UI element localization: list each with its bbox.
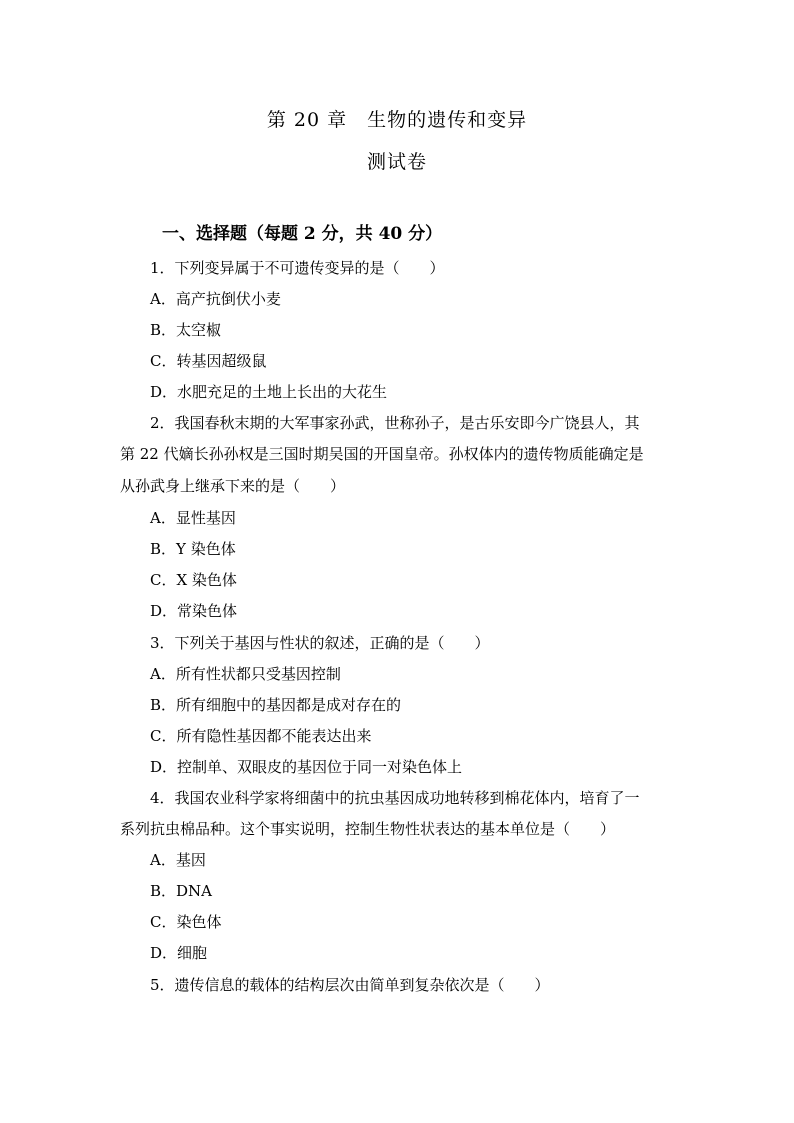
question-1-text: 1．下列变异属于不可遗传变异的是（ ） — [150, 259, 445, 277]
question-3-option-a: A．所有性状都只受基因控制 — [150, 665, 341, 683]
question-4-text-line-2: 系列抗虫棉品种。这个事实说明，控制生物性状表达的基本单位是（ ） — [120, 820, 616, 838]
question-3-option-c: C．所有隐性基因都不能表达出来 — [150, 727, 372, 745]
question-1-option-d: D．水肥充足的土地上长出的大花生 — [150, 383, 388, 401]
question-2-option-d: D．常染色体 — [150, 602, 238, 620]
question-2-option-c: C．X 染色体 — [150, 571, 237, 589]
question-4-text-line-1: 4．我国农业科学家将细菌中的抗虫基因成功地转移到棉花体内，培育了一 — [150, 789, 640, 807]
chapter-title: 第 20 章 生物的遗传和变异 — [266, 109, 528, 131]
question-2-option-b: B．Y 染色体 — [150, 540, 236, 558]
question-4-option-c: C．染色体 — [150, 913, 222, 931]
section-heading: 一、选择题（每题 2 分，共 40 分） — [162, 224, 443, 244]
question-3-option-d: D．控制单、双眼皮的基因位于同一对染色体上 — [150, 758, 463, 776]
question-4-option-d: D．细胞 — [150, 944, 208, 962]
question-3-text: 3．下列关于基因与性状的叙述，正确的是（ ） — [150, 634, 490, 652]
question-2-option-a: A．显性基因 — [150, 509, 236, 527]
question-1-option-b: B．太空椒 — [150, 321, 222, 339]
page-subtitle: 测试卷 — [366, 151, 427, 173]
question-5-text: 5．遗传信息的载体的结构层次由简单到复杂依次是（ ） — [150, 976, 550, 994]
question-2-text-line-2: 第 22 代嫡长孙孙权是三国时期吴国的开国皇帝。孙权体内的遗传物质能确定是 — [120, 445, 644, 463]
question-2-text-line-3: 从孙武身上继承下来的是（ ） — [120, 477, 346, 495]
question-3-option-b: B．所有细胞中的基因都是成对存在的 — [150, 696, 402, 714]
question-4-option-a: A．基因 — [150, 851, 206, 869]
question-1-option-a: A．高产抗倒伏小麦 — [150, 290, 281, 308]
question-4-option-b: B．DNA — [150, 882, 213, 900]
question-1-option-c: C．转基因超级鼠 — [150, 352, 267, 370]
question-2-text-line-1: 2．我国春秋末期的大军事家孙武，世称孙子，是古乐安即今广饶县人，其 — [150, 414, 640, 432]
